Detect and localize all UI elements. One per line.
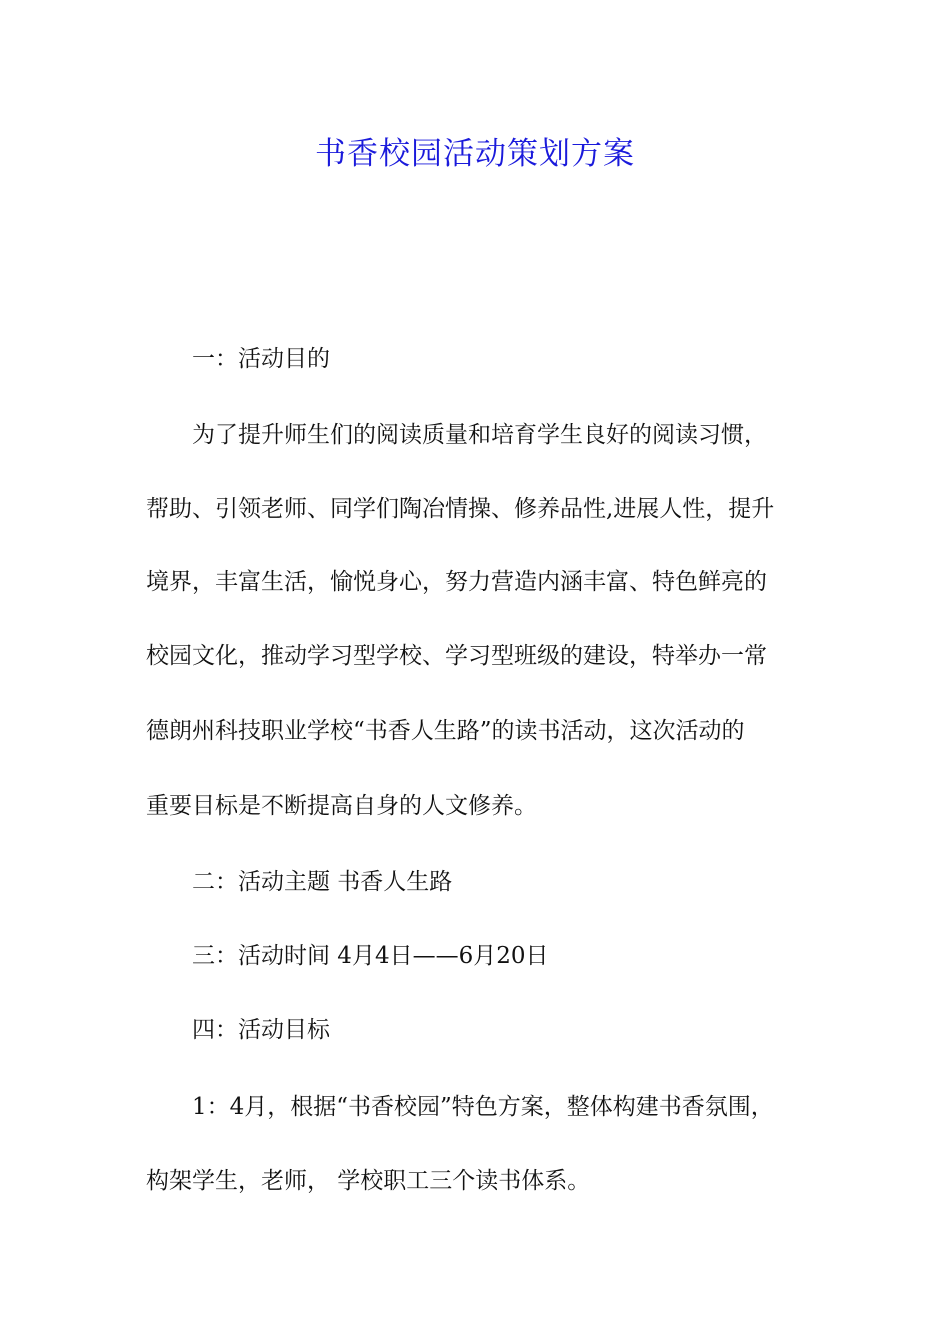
paragraph-line: 重要目标是不断提高自身的人文修养。 [146,793,537,819]
paragraph-line: 为了提升师生们的阅读质量和培育学生良好的阅读习惯， [192,422,767,448]
paragraph-line: 帮助、引领老师、同学们陶冶情操、修养品性,进展人性，提升 [146,496,775,522]
paragraph-line: 构架学生，老师， 学校职工三个读书体系。 [146,1168,591,1194]
paragraph-line: 校园文化，推动学习型学校、学习型班级的建设，特举办一常 [146,643,767,669]
document-title: 书香校园活动策划方案 [315,136,635,172]
paragraph-line: 德朗州科技职业学校“书香人生路”的读书活动，这次活动的 [146,718,745,744]
paragraph-line: 境界，丰富生活，愉悦身心，努力营造内涵丰富、特色鲜亮的 [146,569,767,595]
section-heading-time: 三：活动时间 4月4日——6月20日 [192,943,549,969]
paragraph-line: 1：4月，根据“书香校园”特色方案，整体构建书香氛围， [192,1094,774,1120]
section-heading-theme: 二：活动主题 书香人生路 [192,869,453,895]
section-heading-goals: 四：活动目标 [192,1017,330,1043]
section-heading-purpose: 一：活动目的 [192,346,330,372]
